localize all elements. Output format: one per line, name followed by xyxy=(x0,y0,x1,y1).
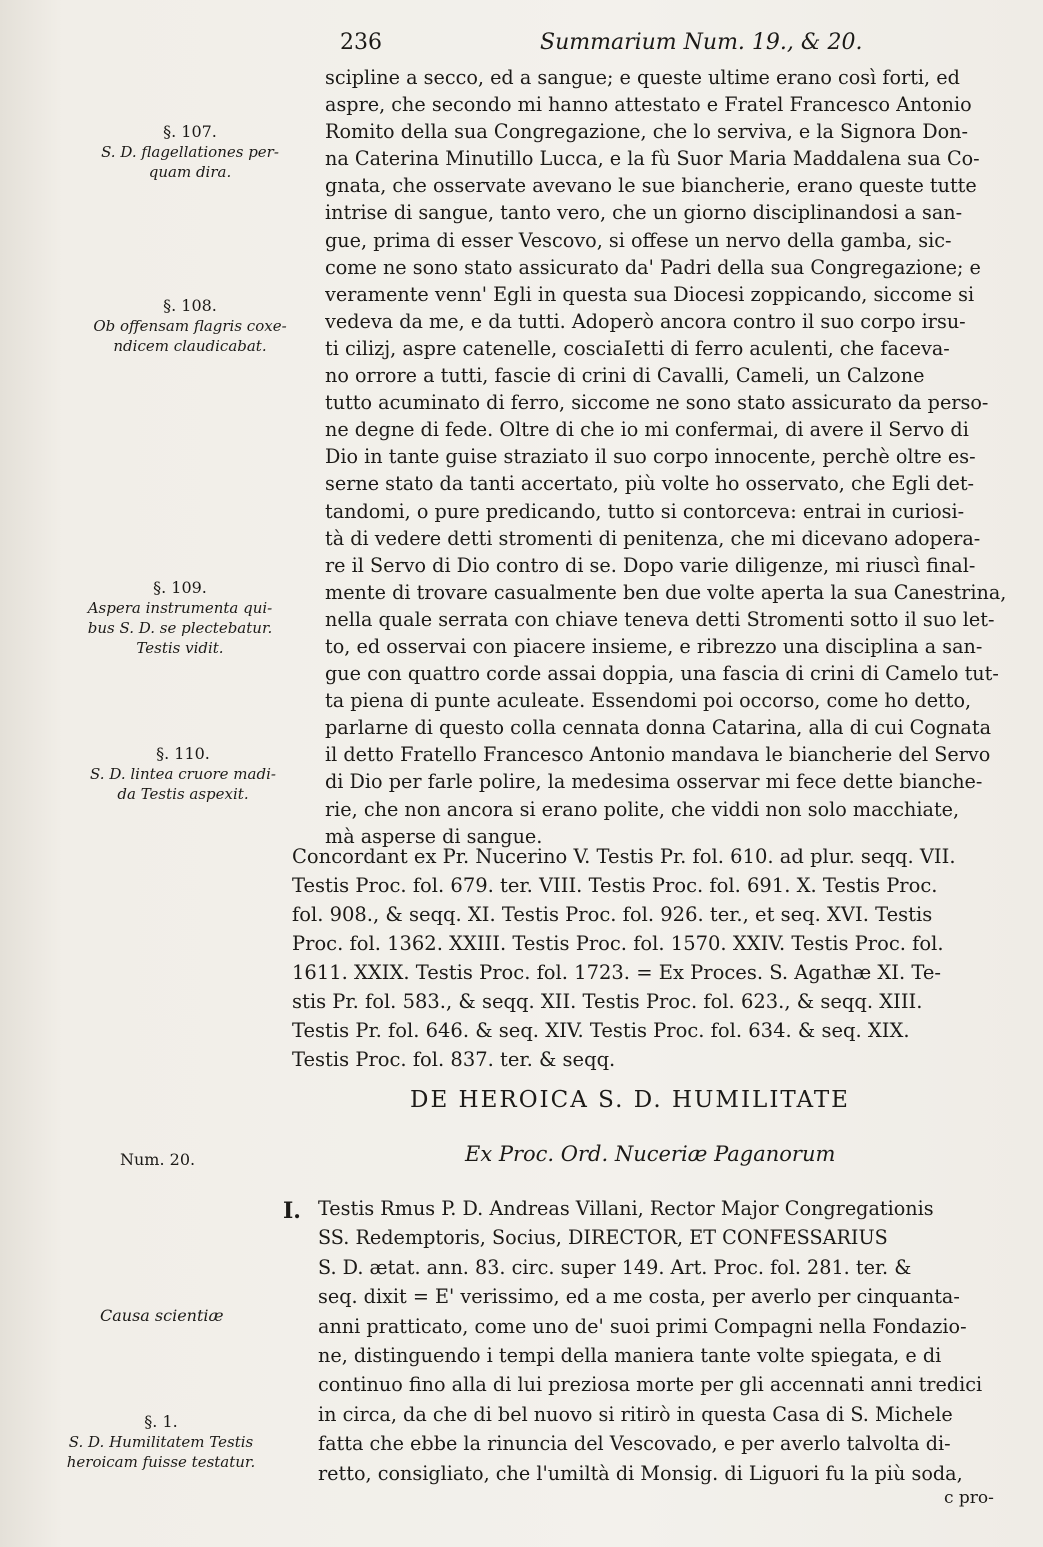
text-line: na Caterina Minutillo Lucca, e la fù Suor Maria Maddalena sua Co- xyxy=(325,147,980,171)
catchword: c pro- xyxy=(944,1488,994,1508)
text-line: rie, che non ancora si erano polite, che viddi non solo macchiate, xyxy=(325,797,960,821)
text-line: mente di trovare casualmente ben due volte aperta la sua Canestrina, xyxy=(325,580,1007,604)
text-line: gue con quattro corde assai doppia, una fascia di crini di Camelo tut- xyxy=(325,662,999,686)
margin-note-line: da Testis aspexit. xyxy=(117,785,249,803)
text-line: fol. 908., & seqq. XI. Testis Proc. fol. 926. ter., et seq. XVI. Testis xyxy=(292,903,933,926)
margin-note-section: §. 109. xyxy=(153,578,207,597)
margin-note-line: Ob offensam flagris coxe- xyxy=(93,317,287,335)
margin-note xyxy=(78,744,288,804)
text-line: gnata, che osservate avevano le sue biancherie, erano queste tutte xyxy=(325,174,977,198)
text-line: parlarne di questo colla cennata donna Catarina, alla di cui Cognata xyxy=(325,716,992,740)
text-line: ti cilizj, aspre catenelle, cosciaIetti di ferro aculenti, che faceva- xyxy=(325,336,950,360)
section-heading: DE HEROICA S. D. HUMILITATE xyxy=(410,1087,850,1113)
margin-note xyxy=(75,578,285,658)
testis-paragraph xyxy=(318,1194,1018,1488)
margin-note xyxy=(85,122,295,182)
margin-note xyxy=(85,296,295,356)
text-line: intrise di sangue, tanto vero, che un giorno disciplinandosi a san- xyxy=(325,201,963,225)
text-line: ne, distinguendo i tempi della maniera tante volte spiegata, e di xyxy=(318,1343,942,1367)
text-line: in circa, da che di bel nuovo si ritirò in questa Casa di S. Michele xyxy=(318,1402,953,1426)
text-line: Dio in tante guise straziato il suo corpo innocente, perchè oltre es- xyxy=(325,445,976,469)
body-text xyxy=(325,64,1015,850)
text-line: tutto acuminato di ferro, siccome ne sono stato assicurato da perso- xyxy=(325,391,989,415)
text-line: no orrore a tutti, fascie di crini di Cavalli, Cameli, un Calzone xyxy=(325,364,925,388)
text-line: ta piena di punte aculeate. Essendomi poi occorso, come ho detto, xyxy=(325,689,972,713)
text-line: come ne sono stato assicurato da' Padri della sua Congregazione; e xyxy=(325,255,981,279)
margin-note-line: bus S. D. se plectebatur. xyxy=(87,619,273,637)
text-line: S. D. ætat. ann. 83. circ. super 149. Art. Proc. fol. 281. ter. & xyxy=(318,1255,912,1279)
running-title: Summarium Num. 19., & 20. xyxy=(540,30,863,55)
margin-note-section: §. 110. xyxy=(156,744,210,763)
text-line: Testis Pr. fol. 646. & seq. XIV. Testis Proc. fol. 634. & seq. XIX. xyxy=(292,1019,910,1042)
text-line: Proc. fol. 1362. XXIII. Testis Proc. fol. 1570. XXIV. Testis Proc. fol. xyxy=(292,932,944,955)
text-line: anni pratticato, come uno de' suoi primi Compagni nella Fondazio- xyxy=(318,1314,967,1338)
text-line: vedeva da me, e da tutti. Adoperò ancora contro il suo corpo irsu- xyxy=(325,309,966,333)
page-number: 236 xyxy=(340,30,382,55)
text-line: tà di vedere detti stromenti di penitenza, che mi dicevano adopera- xyxy=(325,526,981,550)
text-line: ne degne di fede. Oltre di che io mi confermai, di avere il Servo di xyxy=(325,418,969,442)
text-line: re il Servo di Dio contro di se. Dopo varie diligenze, mi riuscì final- xyxy=(325,553,976,577)
text-line: stis Pr. fol. 583., & seqq. XII. Testis Proc. fol. 623., & seqq. XIII. xyxy=(292,990,923,1013)
testis-number: I. xyxy=(283,1198,301,1224)
margin-note-section: §. 107. xyxy=(163,122,217,141)
margin-label-num: Num. 20. xyxy=(120,1150,196,1169)
text-line: 1611. XXIX. Testis Proc. fol. 1723. = Ex Proces. S. Agathæ XI. Te- xyxy=(292,961,941,984)
text-line: Testis Proc. fol. 679. ter. VIII. Testis Proc. fol. 691. X. Testis Proc. xyxy=(292,874,938,897)
text-line: gue, prima di esser Vescovo, si offese un nervo della gamba, sic- xyxy=(325,228,952,252)
text-line: aspre, che secondo mi hanno attestato e Fratel Francesco Antonio xyxy=(325,93,972,117)
text-line: nella quale serrata con chiave teneva detti Stromenti sotto il suo let- xyxy=(325,607,995,631)
text-line: scipline a secco, ed a sangue; e queste ultime erano così forti, ed xyxy=(325,66,960,89)
text-line: Testis Rmus P. D. Andreas Villani, Rector Major Congregationis xyxy=(318,1197,934,1220)
margin-note-line: Testis vidit. xyxy=(136,639,224,657)
text-line: fatta che ebbe la rinuncia del Vescovado, e per averlo talvolta di- xyxy=(318,1432,951,1456)
margin-note-line: S. D. flagellationes per- xyxy=(101,143,279,161)
margin-note-section: §. 1. xyxy=(144,1412,178,1431)
margin-label-causa: Causa scientiæ xyxy=(100,1306,224,1325)
text-line: serne stato da tanti accertato, più volte ho osservato, che Egli det- xyxy=(325,472,975,496)
margin-note-line: Aspera instrumenta qui- xyxy=(87,599,273,617)
margin-note-line: quam dira. xyxy=(148,163,232,181)
margin-note-line: S. D. lintea cruore madi- xyxy=(90,765,276,783)
text-line: retto, consigliato, che l'umiltà di Monsig. di Liguori fu la più soda, xyxy=(318,1461,963,1485)
margin-note-section: §. 108. xyxy=(163,296,217,315)
text-line: di Dio per farle polire, la medesima osservar mi fece dette bianche- xyxy=(325,770,983,794)
margin-note xyxy=(56,1412,266,1472)
section-subheading: Ex Proc. Ord. Nuceriæ Paganorum xyxy=(465,1142,836,1166)
text-line: Romito della sua Congregazione, che lo serviva, e la Signora Don- xyxy=(325,120,968,144)
text-line: continuo fino alla di lui preziosa morte per gli accennati anni tredici xyxy=(318,1373,983,1397)
text-line: tandomi, o pure predicando, tutto si contorceva: entrai in curiosi- xyxy=(325,499,965,523)
margin-note-line: S. D. Humilitatem Testis xyxy=(68,1433,254,1451)
text-line: Testis Proc. fol. 837. ter. & seqq. xyxy=(292,1048,616,1071)
text-line: seq. dixit = E' verissimo, ed a me costa, per averlo per cinquanta- xyxy=(318,1285,960,1309)
citations-paragraph xyxy=(292,842,1014,1074)
text-line: mà asperse di sangue. xyxy=(325,824,543,848)
text-line: Concordant ex Pr. Nucerino V. Testis Pr. fol. 610. ad plur. seqq. VII. xyxy=(292,845,956,868)
margin-note-line: ndicem claudicabat. xyxy=(113,337,267,355)
text-line: to, ed osservai con piacere insieme, e ribrezzo una disciplina a san- xyxy=(325,634,983,658)
text-line: SS. Redemptoris, Socius, DIRECTOR, ET CONFESSARIUS xyxy=(318,1226,888,1250)
text-line: il detto Fratello Francesco Antonio mandava le biancherie del Servo xyxy=(325,743,991,767)
page-header xyxy=(340,30,880,66)
text-line: veramente venn' Egli in questa sua Diocesi zoppicando, siccome si xyxy=(325,282,975,306)
margin-note-line: heroicam fuisse testatur. xyxy=(66,1453,256,1471)
